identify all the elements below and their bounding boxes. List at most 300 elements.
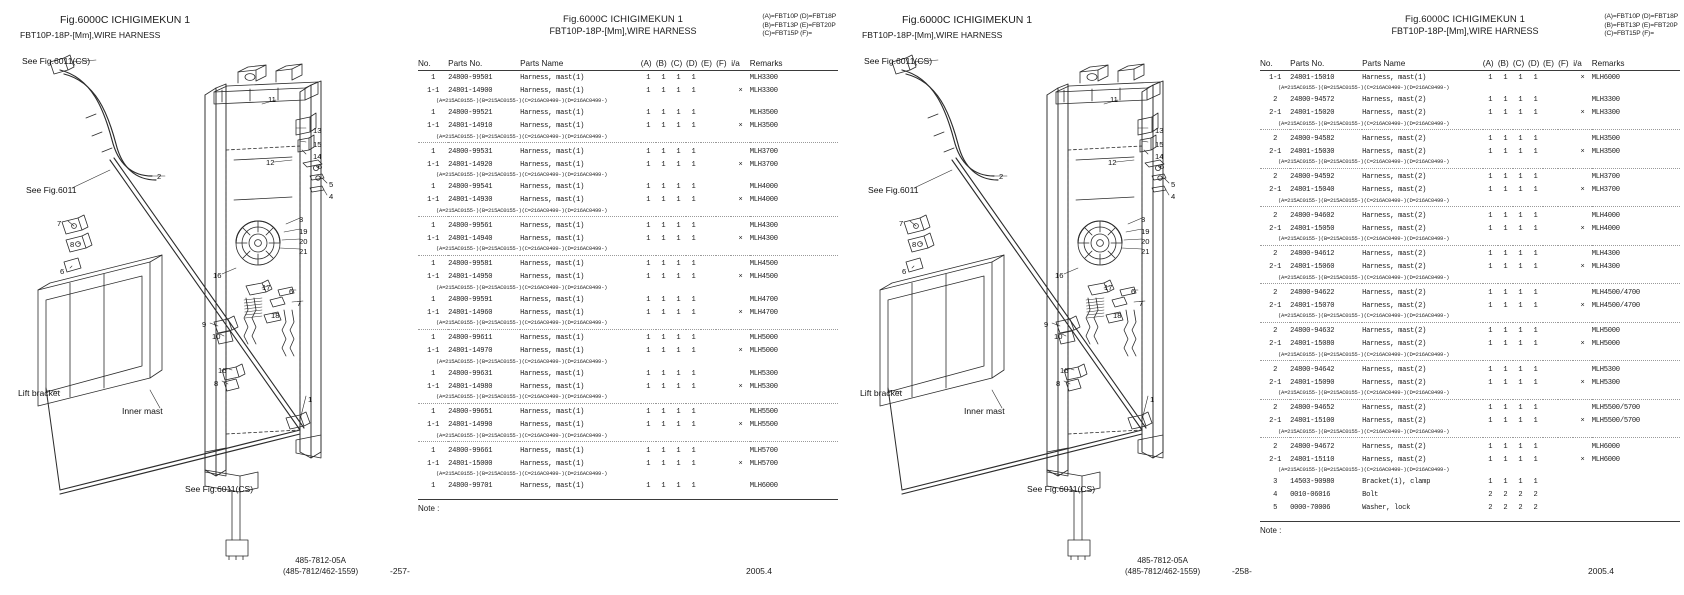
- row-item-number: 2: [1273, 250, 1278, 258]
- row-qty-e: [1543, 222, 1558, 235]
- row-qty-c: 1: [676, 369, 681, 378]
- catalog-page: [842, 0, 1684, 595]
- table-row[interactable]: [418, 380, 838, 393]
- row-qty-e: [1543, 71, 1558, 85]
- row-qty-d: 1: [1533, 478, 1538, 486]
- row-interchange-mark: [731, 444, 750, 457]
- row-qty-a: 1: [1488, 404, 1493, 412]
- row-qty-e: [1543, 338, 1558, 351]
- row-qty-b: 1: [661, 122, 666, 130]
- row-qty-c: 1: [676, 421, 681, 429]
- row-qty-d: 1: [1533, 378, 1538, 387]
- row-interchange-mark: ×: [1580, 301, 1585, 310]
- row-item-number: 2: [1273, 288, 1278, 297]
- table-row[interactable]: [1260, 363, 1680, 376]
- table-row[interactable]: [418, 444, 838, 457]
- row-qty-b: 1: [1503, 404, 1508, 412]
- legend-line: (A)=FBT10P (D)=FBT18P: [762, 13, 836, 20]
- row-parts-name: Harness, mast(1): [520, 382, 585, 391]
- table-figure-subtitle: FBT10P-18P-[Mm],WIRE HARNESS: [1391, 26, 1539, 36]
- row-qty-d: 1: [1533, 134, 1538, 143]
- illustration-item-number: 19: [299, 227, 308, 236]
- illustration-item-number: 20: [1141, 237, 1150, 246]
- row-qty-d: 1: [1533, 263, 1538, 271]
- row-qty-b: 1: [661, 273, 666, 281]
- row-qty-d: 1: [691, 459, 696, 468]
- illustration-item-number: 6: [1131, 287, 1136, 296]
- row-interchange-mark: ×: [738, 234, 743, 243]
- row-qty-a: 1: [646, 147, 651, 156]
- row-item-number: 1: [431, 369, 436, 378]
- row-parts-number: 24800-99651: [448, 408, 493, 416]
- row-qty-d: 1: [691, 334, 696, 342]
- table-row[interactable]: [418, 107, 838, 120]
- row-qty-a: 1: [1488, 250, 1493, 258]
- row-parts-number: 14503-90980: [1290, 478, 1335, 486]
- row-parts-number: 24800-99521: [448, 109, 493, 117]
- row-qty-d: 2: [1533, 504, 1538, 512]
- row-qty-f: [716, 181, 731, 194]
- serial-range-note: (A=215AC0155-)(B=215AC0155-)(C=216AC0499-)(D=216AC0499-): [1278, 196, 1450, 204]
- row-qty-f: [1558, 286, 1573, 299]
- row-interchange-mark: ×: [738, 459, 743, 468]
- table-heading-block: [418, 14, 838, 58]
- row-parts-number: 24800-94602: [1290, 211, 1335, 220]
- row-interchange-mark: [1573, 248, 1592, 261]
- row-qty-c: 1: [1518, 455, 1523, 464]
- row-interchange-mark: ×: [1580, 417, 1585, 425]
- row-parts-name: Harness, mast(1): [520, 86, 585, 95]
- row-qty-a: 1: [1488, 186, 1493, 194]
- table-row[interactable]: [1260, 325, 1680, 338]
- row-qty-c: 1: [676, 73, 681, 82]
- row-qty-f: [1558, 261, 1573, 274]
- table-row[interactable]: [1260, 502, 1680, 515]
- page-number: -258-: [1232, 566, 1252, 576]
- illustration-callout-label: See Fig.6011(CS): [22, 56, 91, 66]
- row-parts-name: Harness, mast(2): [1362, 96, 1427, 104]
- table-row[interactable]: [418, 120, 838, 133]
- row-interchange-mark: ×: [738, 160, 743, 169]
- row-remarks: MLH5000: [749, 347, 778, 355]
- row-qty-a: 1: [1488, 442, 1493, 451]
- row-qty-a: 2: [1488, 491, 1493, 499]
- table-heading-block: [1260, 14, 1680, 58]
- row-qty-c: 1: [676, 86, 681, 95]
- table-row[interactable]: [418, 345, 838, 358]
- row-qty-d: 1: [691, 73, 696, 82]
- table-row[interactable]: [418, 457, 838, 470]
- row-qty-b: 1: [661, 408, 666, 416]
- row-qty-f: [1558, 94, 1573, 107]
- row-parts-name: Harness, mast(1): [520, 308, 585, 317]
- row-qty-a: 1: [646, 196, 651, 204]
- row-qty-f: [716, 120, 731, 133]
- table-row[interactable]: [418, 232, 838, 245]
- serial-range-note: (A=215AC0155-)(B=215AC0155-)(C=216AC0499-)(D=216AC0499-): [1278, 350, 1450, 358]
- col-header-q-f: (F): [716, 58, 731, 71]
- row-qty-e: [701, 332, 716, 345]
- row-remarks: MLH4300: [1591, 263, 1620, 271]
- row-qty-d: 1: [1533, 224, 1538, 233]
- document-code: [283, 555, 358, 577]
- serial-range-note: (A=215AC0155-)(B=215AC0155-)(C=216AC0499-)(D=216AC0499-): [1278, 119, 1450, 127]
- col-header-no: No.: [1260, 58, 1290, 71]
- row-item-number: 1-1: [427, 459, 440, 468]
- serial-range-note: (A=215AC0155-)(B=215AC0155-)(C=216AC0499-)(D=216AC0499-): [1278, 235, 1450, 242]
- illustration-item-number: 13: [1155, 126, 1164, 135]
- row-qty-a: 1: [646, 334, 651, 342]
- illustration-item-number: 1: [1150, 395, 1155, 404]
- row-qty-c: 1: [676, 147, 681, 156]
- row-qty-d: 1: [691, 260, 696, 268]
- row-qty-c: 2: [1518, 504, 1523, 512]
- row-item-number: 1-1: [427, 347, 440, 355]
- row-remarks: MLH4700: [749, 308, 778, 317]
- row-parts-number: 24800-99531: [448, 147, 493, 156]
- table-row[interactable]: [1260, 209, 1680, 222]
- col-header-pn: Parts No.: [1290, 58, 1362, 71]
- row-qty-e: [1543, 94, 1558, 107]
- table-row[interactable]: [1260, 132, 1680, 145]
- table-row[interactable]: [418, 219, 838, 232]
- row-interchange-mark: [1573, 502, 1592, 515]
- row-qty-e: [701, 480, 716, 493]
- illustration-item-number: 6: [289, 287, 294, 296]
- table-row[interactable]: [1260, 489, 1680, 502]
- serial-range-note: (A=215AC0155-)(B=215AC0155-)(C=216AC0499-)(D=216AC0499-): [1278, 466, 1450, 473]
- row-qty-b: 1: [1503, 365, 1508, 374]
- table-row[interactable]: [1260, 440, 1680, 453]
- row-qty-e: [701, 107, 716, 120]
- row-parts-number: 24801-15080: [1290, 340, 1335, 348]
- row-qty-f: [716, 332, 731, 345]
- row-qty-d: 1: [691, 446, 696, 455]
- serial-range-note: (A=215AC0155-)(B=215AC0155-)(C=216AC0499-)(D=216AC0499-): [436, 245, 608, 252]
- row-remarks: MLH4700: [749, 295, 778, 304]
- table-row[interactable]: [418, 194, 838, 207]
- row-qty-f: [716, 107, 731, 120]
- row-remarks: MLH4500/4700: [1591, 301, 1640, 310]
- row-remarks: MLH4300: [749, 234, 778, 243]
- row-qty-f: [1558, 376, 1573, 389]
- row-qty-a: 1: [1488, 147, 1493, 156]
- row-qty-b: 1: [1503, 442, 1508, 451]
- row-qty-f: [716, 480, 731, 493]
- col-header-q-b: (B): [1498, 58, 1513, 71]
- row-interchange-mark: ×: [1580, 224, 1585, 233]
- row-remarks: MLH6000: [1591, 73, 1620, 82]
- row-parts-number: 24801-14910: [448, 122, 493, 130]
- illustration-item-number: 12: [1108, 158, 1117, 167]
- table-row[interactable]: [418, 306, 838, 319]
- row-parts-name: Harness, mast(2): [1362, 340, 1427, 348]
- document-code-line2: (485-7812/462-1559): [1125, 567, 1201, 576]
- table-row[interactable]: [1260, 402, 1680, 415]
- row-parts-number: 24801-15100: [1290, 417, 1335, 425]
- row-qty-f: [716, 345, 731, 358]
- table-row[interactable]: [418, 158, 838, 171]
- row-parts-name: Harness, mast(1): [520, 160, 585, 169]
- row-qty-b: 1: [1503, 327, 1508, 335]
- row-item-number: 2-1: [1269, 455, 1282, 464]
- serial-range-note: (A=215AC0155-)(B=215AC0155-)(C=216AC0499-)(D=216AC0499-): [1278, 273, 1450, 281]
- row-qty-f: [716, 232, 731, 245]
- illustration-item-number: 8: [214, 379, 219, 388]
- row-item-number: 2-1: [1269, 417, 1282, 425]
- row-item-number: 2-1: [1269, 224, 1282, 233]
- row-qty-a: 1: [646, 234, 651, 243]
- table-row[interactable]: [418, 258, 838, 271]
- note-label: Note :: [1260, 525, 1282, 535]
- row-qty-b: 1: [1503, 478, 1508, 486]
- serial-range-note-row: [1260, 466, 1680, 476]
- row-qty-f: [716, 145, 731, 158]
- row-qty-d: 1: [1533, 288, 1538, 297]
- illustration-item-number: 6: [1160, 162, 1165, 171]
- row-remarks: MLH3500: [749, 109, 778, 117]
- row-qty-b: 1: [1503, 301, 1508, 310]
- table-row[interactable]: [418, 271, 838, 284]
- note-label: Note :: [418, 503, 440, 513]
- row-qty-d: 1: [691, 147, 696, 156]
- row-qty-e: [701, 271, 716, 284]
- col-header-q-d: (D): [686, 58, 701, 71]
- row-qty-c: 1: [1518, 327, 1523, 335]
- row-parts-name: Harness, mast(1): [1362, 73, 1427, 82]
- row-qty-e: [1543, 261, 1558, 274]
- row-interchange-mark: [731, 293, 750, 306]
- row-interchange-mark: ×: [1580, 263, 1585, 271]
- revision-date: 2005.4: [1588, 566, 1614, 576]
- row-parts-name: Harness, mast(1): [520, 73, 585, 82]
- header-row: [1260, 58, 1680, 71]
- row-remarks: MLH3300: [749, 86, 778, 95]
- table-row[interactable]: [1260, 248, 1680, 261]
- table-row[interactable]: [1260, 171, 1680, 184]
- row-qty-e: [1543, 376, 1558, 389]
- row-qty-a: 1: [646, 109, 651, 117]
- row-qty-c: 1: [1518, 301, 1523, 310]
- table-row[interactable]: [418, 71, 838, 85]
- row-qty-f: [1558, 440, 1573, 453]
- illustration-item-number: 4: [1171, 192, 1176, 201]
- row-qty-d: 1: [691, 408, 696, 416]
- parts-table: [418, 58, 838, 493]
- row-qty-a: 1: [1488, 417, 1493, 425]
- row-qty-c: 1: [676, 459, 681, 468]
- serial-range-note-row: [418, 319, 838, 329]
- illustration-item-number: 21: [299, 247, 308, 256]
- row-parts-name: Harness, mast(1): [520, 147, 585, 156]
- row-parts-name: Harness, mast(1): [520, 369, 585, 378]
- serial-range-note: (A=215AC0155-)(B=215AC0155-)(C=216AC0499-)(D=216AC0499-): [436, 283, 608, 291]
- row-qty-c: 1: [676, 160, 681, 169]
- illustration-item-number: 2: [157, 172, 162, 181]
- row-item-number: 2-1: [1269, 109, 1282, 117]
- row-qty-e: [1543, 286, 1558, 299]
- col-header-ia: i/a: [731, 58, 750, 71]
- col-header-no: No.: [418, 58, 448, 71]
- illustration-subtitle: FBT10P-18P-[Mm],WIRE HARNESS: [20, 30, 161, 40]
- row-parts-name: Harness, mast(2): [1362, 365, 1427, 374]
- table-row[interactable]: [1260, 453, 1680, 466]
- legend-line: (B)=FBT13P (E)=FBT20P: [1604, 21, 1678, 29]
- table-row[interactable]: [418, 419, 838, 432]
- row-qty-f: [716, 293, 731, 306]
- row-qty-d: 1: [691, 196, 696, 204]
- document-code-line1: 485-7812-05A: [1137, 556, 1188, 565]
- illustration-item-number: 1: [308, 395, 313, 404]
- table-row[interactable]: [1260, 222, 1680, 235]
- row-interchange-mark: ×: [738, 273, 743, 281]
- table-row[interactable]: [1260, 145, 1680, 158]
- illustration-item-number: 7: [57, 219, 62, 228]
- row-qty-e: [701, 194, 716, 207]
- table-row[interactable]: [1260, 299, 1680, 312]
- col-header-pn: Parts No.: [448, 58, 520, 71]
- table-row[interactable]: [1260, 376, 1680, 389]
- row-item-number: 2-1: [1269, 186, 1282, 194]
- row-qty-b: 1: [1503, 455, 1508, 464]
- row-interchange-mark: [1573, 94, 1592, 107]
- table-figure-title: Fig.6000C ICHIGIMEKUN 1: [1404, 14, 1526, 25]
- row-qty-e: [1543, 325, 1558, 338]
- parts-table: [1260, 58, 1680, 515]
- row-qty-a: 1: [646, 183, 651, 191]
- illustration-callout-label: See Fig.6011(CS): [1027, 484, 1096, 494]
- row-qty-d: 2: [1533, 491, 1538, 499]
- table-row[interactable]: [418, 480, 838, 493]
- table-row[interactable]: [418, 293, 838, 306]
- table-row[interactable]: [418, 181, 838, 194]
- row-interchange-mark: ×: [1580, 186, 1585, 194]
- row-item-number: 2-1: [1269, 301, 1282, 310]
- illustration-item-number: 16: [1060, 366, 1069, 375]
- table-row[interactable]: [1260, 476, 1680, 489]
- table-row[interactable]: [1260, 338, 1680, 351]
- row-qty-d: 1: [691, 347, 696, 355]
- model-code-legend: [762, 13, 836, 39]
- row-interchange-mark: ×: [1580, 378, 1585, 387]
- row-qty-b: 1: [1503, 73, 1508, 82]
- mast-assembly-illustration: [842, 0, 1262, 560]
- row-qty-b: 1: [1503, 250, 1508, 258]
- row-qty-b: 1: [661, 183, 666, 191]
- col-header-q-e: (E): [1543, 58, 1558, 71]
- row-parts-number: 24801-15060: [1290, 263, 1335, 271]
- row-parts-name: Harness, mast(2): [1362, 134, 1427, 143]
- row-qty-b: 1: [661, 459, 666, 468]
- row-qty-c: 1: [1518, 288, 1523, 297]
- row-remarks: MLH3700: [1591, 173, 1620, 181]
- row-qty-b: 1: [1503, 417, 1508, 425]
- illustration-item-number: 7: [297, 299, 302, 308]
- serial-range-note-row: [418, 207, 838, 217]
- row-qty-b: 1: [661, 295, 666, 304]
- table-row[interactable]: [1260, 286, 1680, 299]
- row-remarks: MLH4300: [1591, 250, 1620, 258]
- row-interchange-mark: [731, 480, 750, 493]
- row-interchange-mark: ×: [738, 308, 743, 317]
- table-row[interactable]: [418, 332, 838, 345]
- serial-range-note: (A=215AC0155-)(B=215AC0155-)(C=216AC0499-)(D=216AC0499-): [436, 357, 608, 365]
- row-parts-name: Bracket(1), clamp: [1362, 478, 1431, 486]
- row-qty-a: 1: [1488, 378, 1493, 387]
- row-qty-f: [716, 258, 731, 271]
- row-item-number: 2: [1273, 173, 1278, 181]
- row-item-number: 1: [431, 446, 436, 455]
- table-row[interactable]: [418, 367, 838, 380]
- row-qty-a: 1: [646, 295, 651, 304]
- table-row[interactable]: [1260, 184, 1680, 197]
- col-header-rm: Remarks: [750, 58, 838, 71]
- row-qty-d: 1: [1533, 73, 1538, 82]
- serial-range-note-row: [418, 470, 838, 480]
- row-qty-d: 1: [691, 183, 696, 191]
- table-row[interactable]: [1260, 415, 1680, 428]
- row-qty-d: 1: [1533, 442, 1538, 451]
- row-parts-number: 24800-94652: [1290, 404, 1335, 412]
- row-parts-name: Harness, mast(1): [520, 196, 585, 204]
- illustration-item-number: 8: [70, 240, 75, 249]
- row-qty-a: 1: [646, 347, 651, 355]
- table-row[interactable]: [1260, 107, 1680, 120]
- row-qty-f: [716, 457, 731, 470]
- row-parts-name: Harness, mast(1): [520, 347, 585, 355]
- row-interchange-mark: [1573, 489, 1592, 502]
- row-remarks: MLH4500: [749, 273, 778, 281]
- row-qty-a: 1: [646, 446, 651, 455]
- row-qty-c: 1: [1518, 365, 1523, 374]
- illustration-item-number: 9: [202, 320, 207, 329]
- row-qty-e: [1543, 299, 1558, 312]
- row-remarks: [1592, 476, 1680, 489]
- serial-range-note-row: [418, 245, 838, 255]
- serial-range-note-row: [1260, 312, 1680, 322]
- table-row[interactable]: [1260, 71, 1680, 85]
- row-qty-c: 1: [1518, 340, 1523, 348]
- row-remarks: MLH3700: [749, 147, 778, 156]
- row-interchange-mark: [1573, 209, 1592, 222]
- illustration-item-number: 5: [329, 180, 334, 189]
- row-qty-a: 1: [646, 221, 651, 230]
- row-parts-name: Harness, mast(2): [1362, 186, 1427, 194]
- illustration-item-number: 17: [262, 283, 271, 292]
- illustration-item-number: 15: [313, 140, 322, 149]
- document-code-line1: 485-7812-05A: [295, 556, 346, 565]
- illustration-title: Fig.6000C ICHIGIMEKUN 1: [60, 14, 191, 26]
- row-qty-c: 1: [1518, 442, 1523, 451]
- row-remarks: MLH5300: [749, 382, 778, 391]
- row-qty-f: [716, 306, 731, 319]
- col-header-rm: Remarks: [1592, 58, 1680, 71]
- table-row[interactable]: [418, 145, 838, 158]
- row-parts-number: 24801-14980: [448, 382, 493, 391]
- table-row[interactable]: [418, 406, 838, 419]
- table-row[interactable]: [418, 84, 838, 97]
- row-interchange-mark: ×: [1580, 109, 1585, 117]
- row-qty-f: [716, 219, 731, 232]
- table-row[interactable]: [1260, 261, 1680, 274]
- row-qty-d: 1: [691, 295, 696, 304]
- row-interchange-mark: ×: [738, 196, 743, 204]
- row-interchange-mark: ×: [738, 382, 743, 391]
- table-row[interactable]: [1260, 94, 1680, 107]
- row-remarks: MLH3700: [749, 160, 778, 169]
- legend-line: (B)=FBT13P (E)=FBT20P: [762, 21, 836, 29]
- row-qty-c: 1: [1518, 478, 1523, 486]
